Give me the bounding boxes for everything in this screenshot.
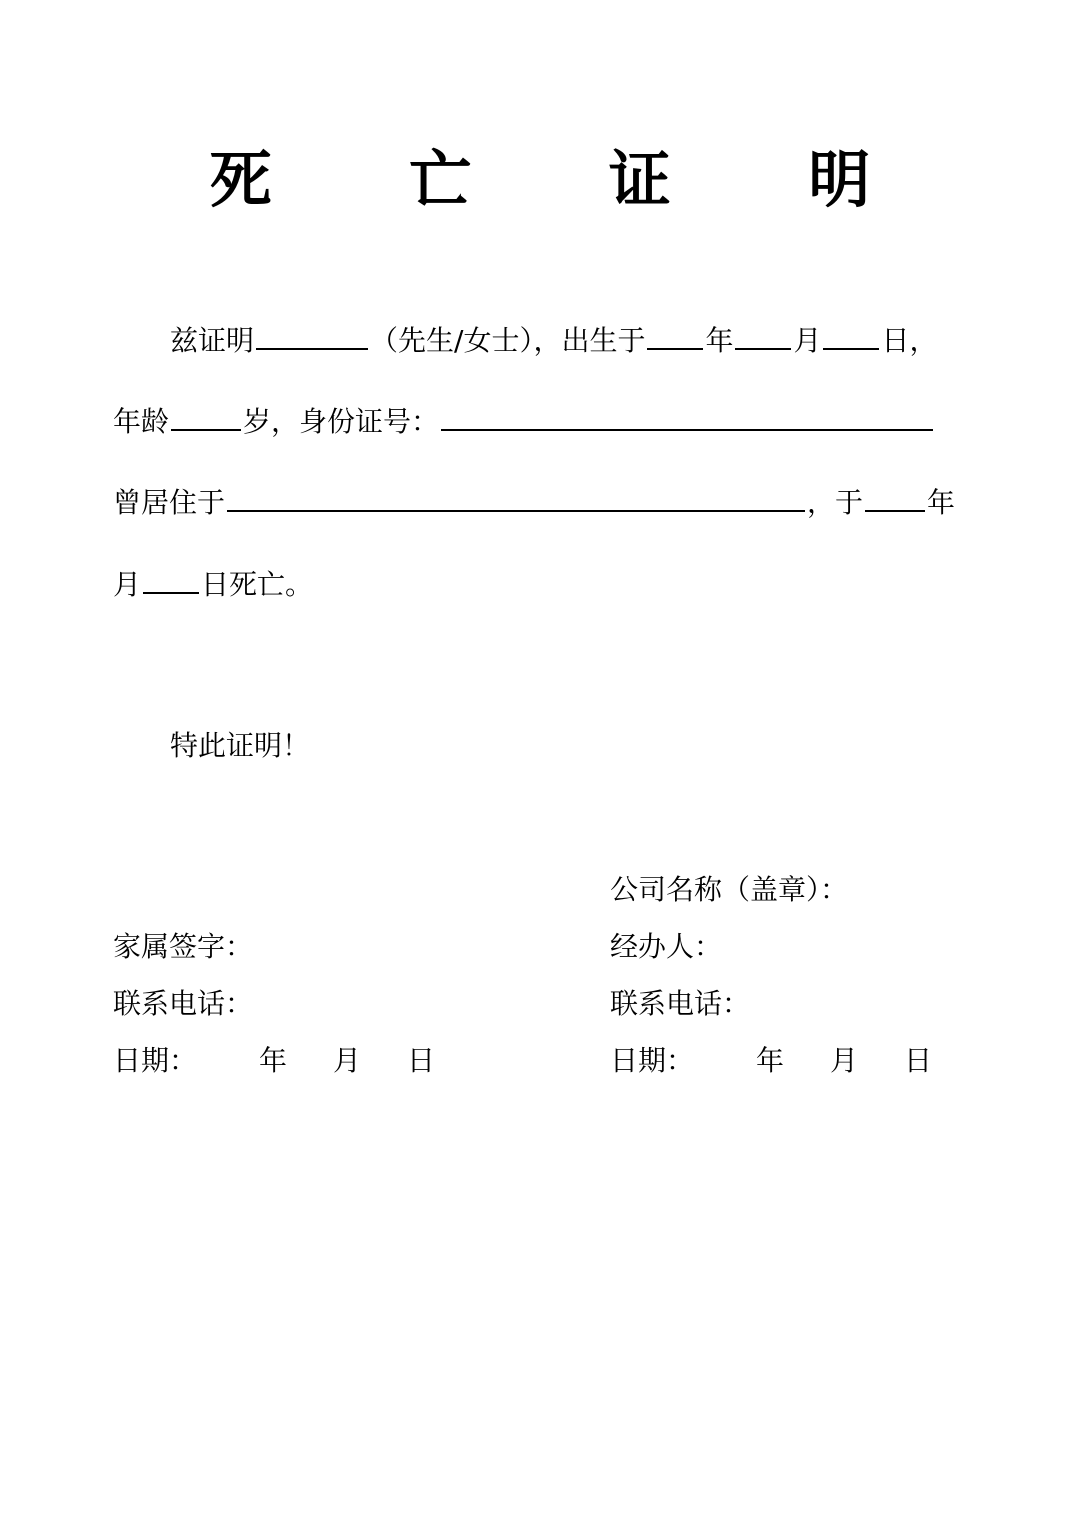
company-date-row — [610, 1041, 932, 1081]
text-on: ，于 — [807, 486, 864, 519]
family-sign-label: 家属签字： — [113, 930, 254, 963]
birth-year-blank[interactable] — [647, 318, 703, 350]
text-year: 年 — [705, 324, 734, 357]
date-day: 日 — [904, 1044, 933, 1077]
company-name-label: 公司名称（盖章）： — [610, 873, 849, 906]
text-certify: 兹证明 — [170, 324, 255, 357]
body-line-1 — [170, 318, 938, 361]
text-year-2: 年 — [927, 486, 956, 519]
date-year: 年 — [259, 1044, 288, 1077]
death-year-blank[interactable] — [865, 480, 925, 512]
text-title-birth: （先生/女士），出生于 — [370, 324, 646, 357]
id-number-blank[interactable] — [441, 399, 933, 431]
birth-day-blank[interactable] — [823, 318, 879, 350]
page-title: 死 亡 证 明 — [209, 143, 929, 216]
date-day: 日 — [407, 1044, 436, 1077]
body-line-3 — [113, 480, 955, 523]
date-label: 日期： — [113, 1044, 198, 1077]
birth-month-blank[interactable] — [735, 318, 791, 350]
text-day-death: 日死亡。 — [201, 568, 314, 601]
family-date-row — [113, 1041, 435, 1081]
text-month-2: 月 — [113, 568, 142, 601]
text-day: 日， — [881, 324, 938, 357]
date-year: 年 — [756, 1044, 785, 1077]
date-month: 月 — [830, 1044, 859, 1077]
body-line-2 — [113, 399, 935, 442]
death-month-blank[interactable] — [143, 562, 199, 594]
family-phone-label: 联系电话： — [113, 987, 254, 1020]
body-line-4 — [113, 562, 313, 605]
age-blank[interactable] — [171, 399, 241, 431]
text-id-number: 岁，身份证号： — [243, 405, 440, 438]
text-month: 月 — [793, 324, 822, 357]
date-label: 日期： — [610, 1044, 695, 1077]
residence-blank[interactable] — [227, 480, 805, 512]
closing-text: 特此证明！ — [170, 729, 311, 762]
handler-label: 经办人： — [610, 930, 723, 963]
company-phone-label: 联系电话： — [610, 987, 751, 1020]
date-month: 月 — [333, 1044, 362, 1077]
text-residence: 曾居住于 — [113, 486, 226, 519]
name-blank[interactable] — [256, 318, 368, 350]
text-age: 年龄 — [113, 405, 170, 438]
